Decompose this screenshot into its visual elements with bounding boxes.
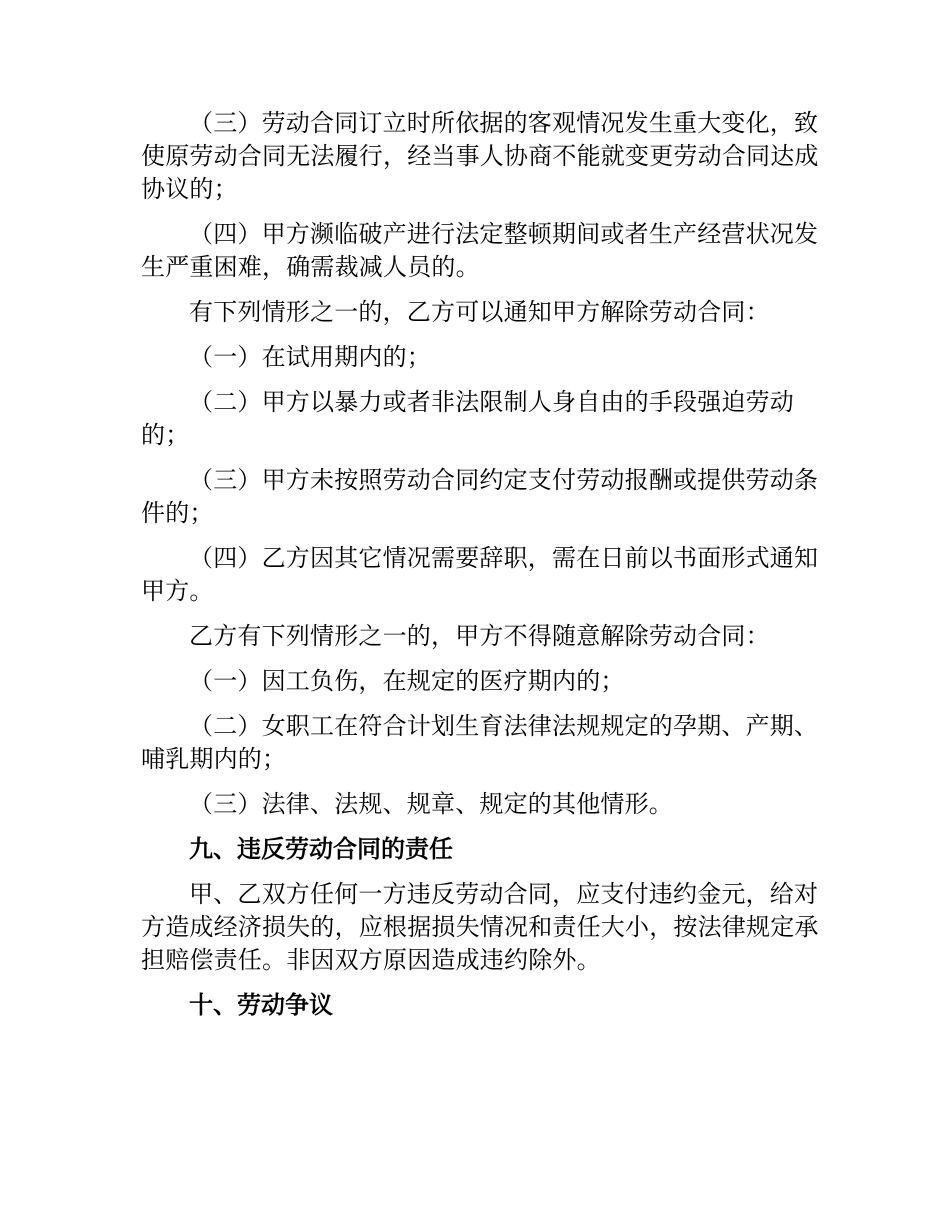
paragraph-employee-clause-3: （三）甲方未按照劳动合同约定支付劳动报酬或提供劳动条件的； xyxy=(141,466,819,527)
paragraph-employee-termination-intro: 有下列情形之一的，乙方可以通知甲方解除劳动合同： xyxy=(189,298,770,326)
paragraph-breach-liability: 甲、乙双方任何一方违反劳动合同，应支付违约金元，给对方造成经济损失的，应根据损失情况和责任大小，按法律规定承担赔偿责任。非因双方原因造成违约除外。 xyxy=(141,880,819,974)
paragraph-no-termination-intro: 乙方有下列情形之一的，甲方不得随意解除劳动合同： xyxy=(189,622,770,650)
paragraph-employee-clause-4: （四）乙方因其它情况需要辞职，需在日前以书面形式通知甲方。 xyxy=(141,544,819,605)
paragraph-clause-3-objective-change: （三）劳动合同订立时所依据的客观情况发生重大变化，致使原劳动合同无法履行，经当事人协商不能就变更劳动合同达成协议的； xyxy=(141,109,819,203)
document-body xyxy=(141,107,821,1034)
paragraph-employee-clause-1: （一）在试用期内的； xyxy=(189,343,431,371)
section-heading-labor-dispute: 十、劳动争议 xyxy=(189,991,333,1019)
paragraph-employee-clause-2: （二）甲方以暴力或者非法限制人身自由的手段强迫劳动的； xyxy=(141,388,794,449)
paragraph-no-termination-clause-3: （三）法律、法规、规章、规定的其他情形。 xyxy=(189,790,673,818)
section-heading-breach-liability: 九、违反劳动合同的责任 xyxy=(189,835,453,863)
paragraph-clause-4-bankruptcy: （四）甲方濒临破产进行法定整顿期间或者生产经营状况发生严重困难，确需裁减人员的。 xyxy=(141,220,819,281)
paragraph-no-termination-clause-2: （二）女职工在符合计划生育法律法规规定的孕期、产期、哺乳期内的； xyxy=(141,712,819,773)
paragraph-no-termination-clause-1: （一）因工负伤，在规定的医疗期内的； xyxy=(189,667,625,695)
